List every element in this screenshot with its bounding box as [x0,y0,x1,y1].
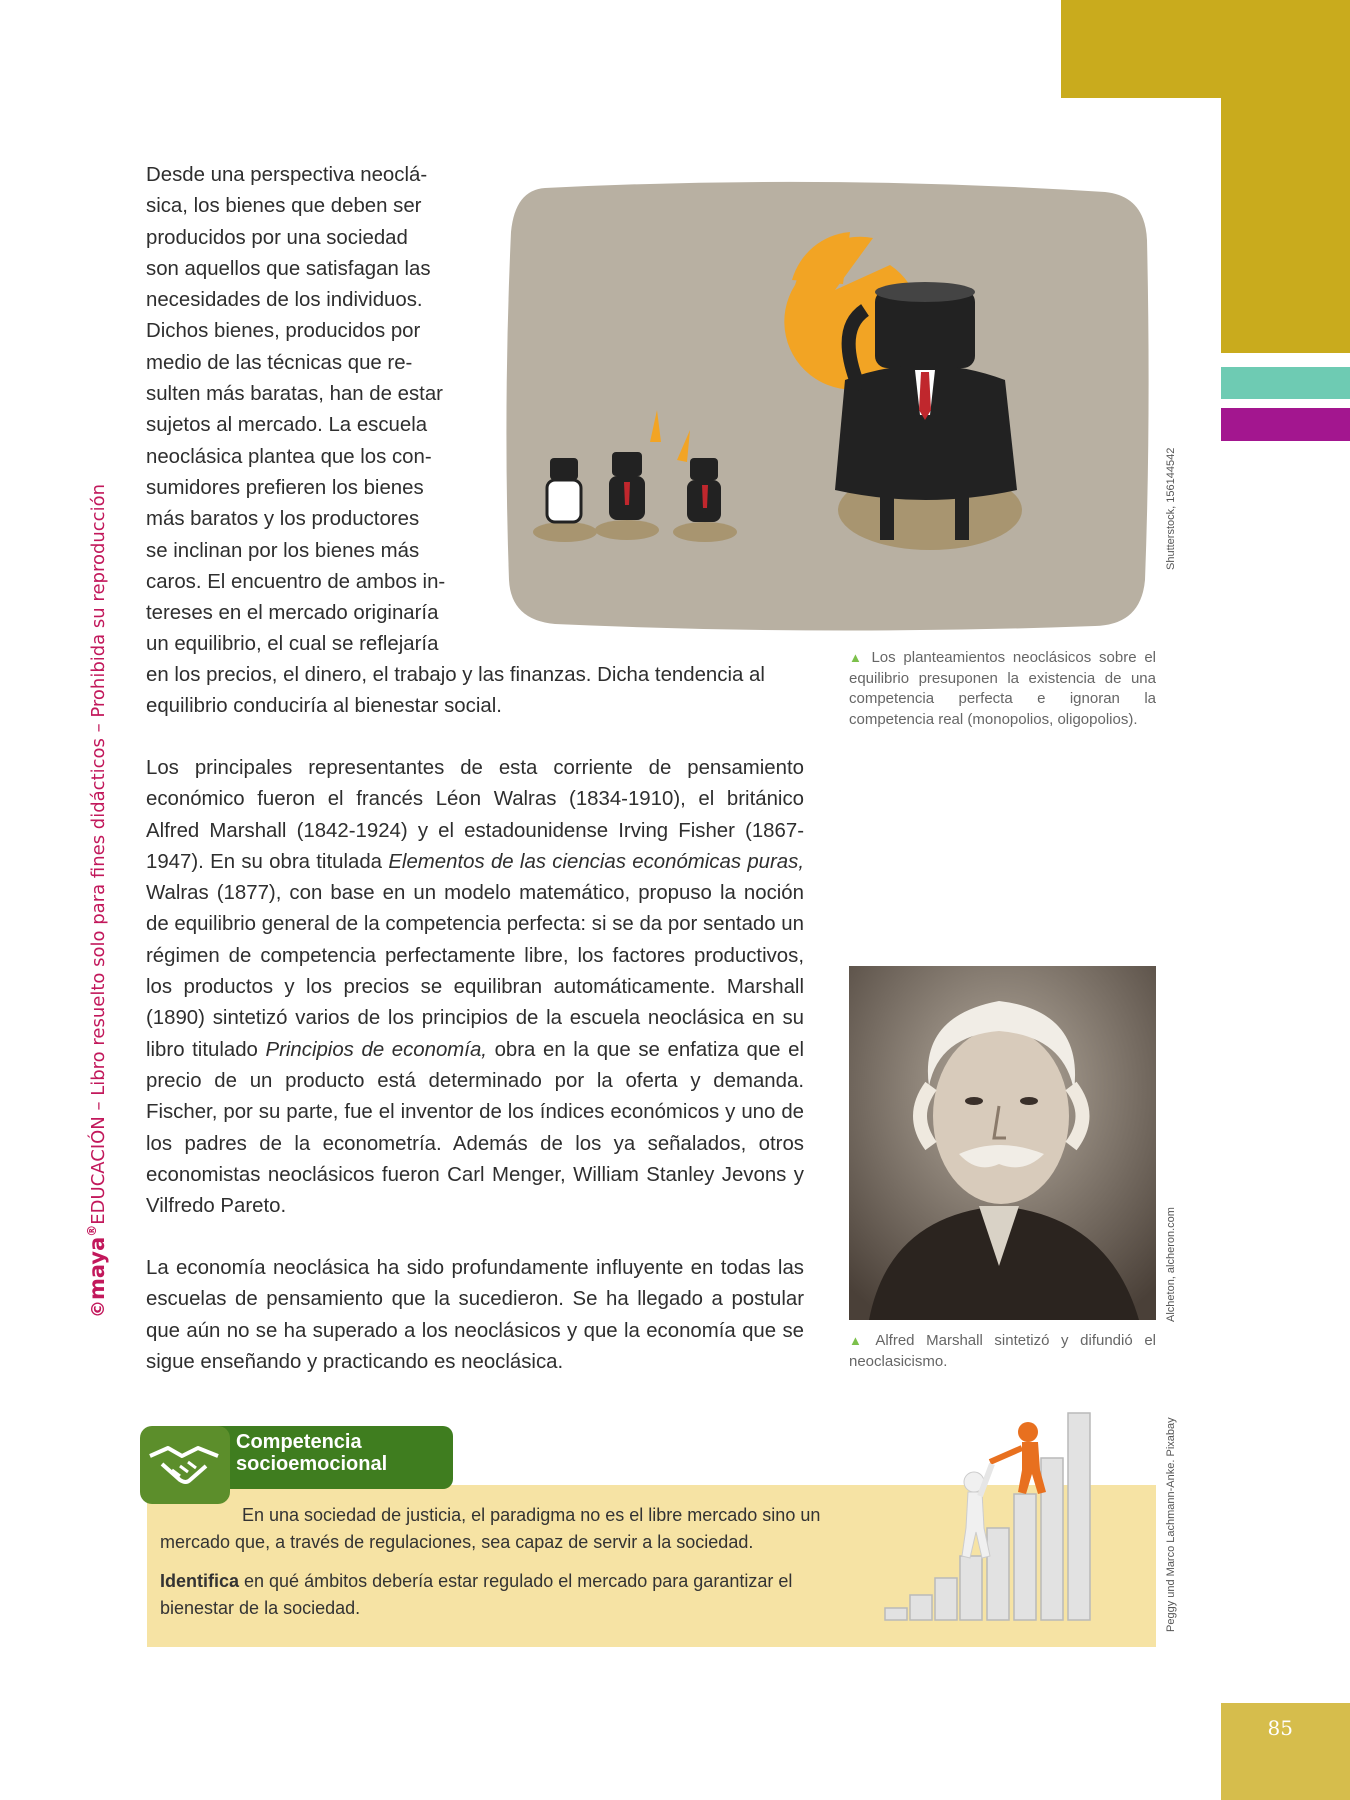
decorative-bar-top [1061,0,1350,98]
paragraph-1-narrow-line: caros. El encuentro de ambos in- [146,570,446,593]
paragraph-2-part1: Los principales representantes de esta corriente de pensamiento económico fueron el francés Léon Walras (1834-1910), el británico Alfred Marshall (1842-1924) y el estadounidense Irving Fisher (1867-1947). En su obra titulada [146,757,804,873]
competencia-text-1: En una sociedad de justicia, el paradigma no es el libre mercado sino un mercado que, a través de regulaciones, sea capaz de servir a la sociedad. [160,1505,821,1552]
figure-2-caption [849,1331,1156,1372]
paragraph-1-narrow-line: tereses en el mercado originaría [146,602,439,625]
competencia-image-credit: Peggy und Marco Lachmann-Anke. Pixabay [1165,1417,1177,1632]
figure-1-credit: Shutterstock, 156144542 [1165,447,1177,570]
figure-2-caption-text: Alfred Marshall sintetizó y difundió el neoclasicismo. [849,1332,1156,1370]
watermark [85,484,109,1318]
neoclassical-illustration [505,180,1150,632]
paragraph-1-narrow-line: sumidores prefieren los bienes [146,476,424,499]
competencia-title [236,1431,456,1475]
paragraph-1-narrow-line: producidos por una sociedad [146,226,408,249]
alfred-marshall-portrait [849,966,1156,1320]
book-title-elementos: Elementos de las ciencias económicas puras, [388,850,804,873]
paragraph-1-narrow-line: más baratos y los productores [146,508,420,531]
figure-1-caption [849,648,1156,730]
paragraph-2-part3: obra en la que se enfatiza que el precio de un producto está determinado por la oferta y demanda. Fischer, por su parte, fue el inventor de los índices económicos y uno de los padres de la econometría. Además de los ya señalados, otros economistas neoclásicos fueron Carl Menger, William Stanley Jevons y Vilfredo Pareto. [146,1038,804,1218]
paragraph-2-part2: Walras (1877), con base en un modelo matemático, propuso la noción de equilibrio general de la competencia perfecta: si se da por sentado un régimen de competencia perfectamente libre, los factores productivos, los productos y los precios se equilibran automáticamente. Marshall (1890) sintetizó varios de los principios de la escuela neoclásica en su libro titulado [146,882,804,1061]
watermark-copyright: © [88,1300,109,1318]
competencia-title-line2: socioemocional [236,1453,388,1475]
paragraph-1-narrow-line: Desde una perspectiva neoclá- [146,164,428,186]
paragraph-1-narrow-line: Dichos bienes, producidos por [146,320,421,343]
paragraph-1-wide-line: en los precios, el dinero, el trabajo y las finanzas. Dicha tendencia al [146,664,765,686]
paragraph-1-narrow-line: son aquellos que satisfagan las [146,257,431,280]
paragraph-1-narrow-line: sulten más baratas, han de estar [146,383,443,406]
paragraph-1-narrow-line: sujetos al mercado. La escuela [146,414,428,437]
book-title-principios: Principios de economía, [265,1038,487,1061]
competencia-title-line1: Competencia [236,1431,362,1453]
decorative-bar-side [1221,98,1350,353]
caption-triangle-icon: ▲ [849,1333,870,1348]
paragraph-1-wide [146,660,804,723]
caption-triangle-icon: ▲ [849,650,866,665]
paragraph-2 [146,753,804,1222]
competencia-text-2-rest: en qué ámbitos debería estar regulado el mercado para garantizar el bienestar de la sociedad. [160,1571,793,1618]
competencia-badge [140,1426,230,1504]
figure-2-credit: Alcheton, alcheron.com [1165,1207,1177,1322]
decorative-bar-teal [1221,367,1350,399]
paragraph-1-narrow-line: un equilibrio, el cual se reflejaría [146,633,439,656]
figure-1-caption-text: Los planteamientos neoclásicos sobre el equilibrio presuponen la existencia de una competencia perfecta e ignoran la competencia real (monopolios, oligopolios). [849,649,1156,728]
decorative-bar-magenta [1221,408,1350,441]
paragraph-1-narrow-line: medio de las técnicas que re- [146,351,413,374]
handshake-icon [140,1426,230,1504]
paragraph-1-narrow-line: neoclásica plantea que los con- [146,445,432,468]
watermark-text: EDUCACIÓN – Libro resuelto solo para fines didácticos – Prohibida su reproducción [88,483,109,1225]
paragraph-1-narrow [146,160,453,661]
page-number: 85 [1267,1716,1293,1740]
paragraph-1-wide-line: equilibrio conduciría al bienestar social. [146,695,502,718]
watermark-registered: ® [85,1224,99,1237]
paragraph-1-narrow-line: necesidades de los individuos. [146,289,423,312]
competencia-text-2 [160,1568,845,1622]
paragraph-1-narrow-line: sica, los bienes que deben ser [146,195,422,218]
paragraph-3: La economía neoclásica ha sido profundamente influyente en todas las escuelas de pensamiento que la sucedieron. Se ha llegado a postular que aún no se ha superado a los neoclásicos y que la economía que se sigue enseñando y practicando es neoclásica. [146,1257,804,1373]
paragraph-1-narrow-line: se inclinan por los bienes más [146,539,420,562]
competencia-bold-word: Identifica [160,1571,240,1591]
staircase-illustration [850,1410,1150,1632]
watermark-brand: maya [85,1236,109,1300]
